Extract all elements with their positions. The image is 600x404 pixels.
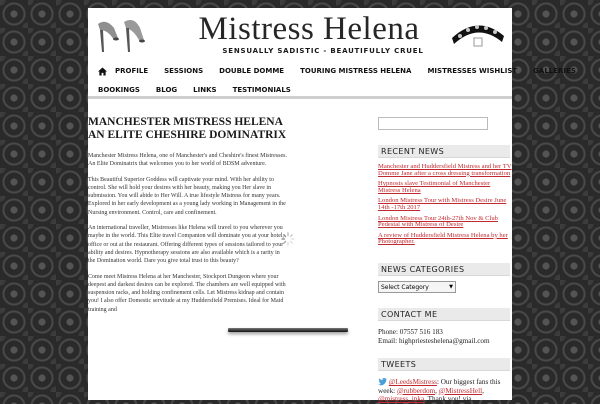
- page: [88, 8, 576, 403]
- article-paragraph: Manchester Mistress Helena, one of Manchester's and Cheshire's finest Mistresses. An Elite Dominatrix that welcomes you to her world of BDSM adventure.: [88, 153, 287, 168]
- nav-double-domme[interactable]: DOUBLE DOMME: [219, 67, 285, 75]
- contact-email[interactable]: Email: highpriesteshelena@gmail.com: [378, 337, 490, 345]
- tweet-handle[interactable]: @MistressHell: [438, 386, 483, 395]
- home-icon[interactable]: [98, 67, 107, 76]
- nav-testimonials[interactable]: TESTIMONIALS: [232, 86, 291, 94]
- nav-galleries[interactable]: GALLERIES: [533, 67, 576, 75]
- category-select[interactable]: [378, 281, 456, 293]
- nav-wishlist[interactable]: MISTRESSES WISHLIST: [427, 67, 518, 75]
- article-paragraph: This Beautiful Superior Goddess will captivate your mind. With her ability to control. She will hold your desires with her beauty, making you Her slave in submission. You will abide to Her Will. A true lifestyle Mistress for many years. Explored in her early development as a young lady working in Management in the Nursing environment. Control, care and confinement.: [88, 176, 286, 216]
- tweet-handle[interactable]: @LeedsMistress: [388, 378, 437, 386]
- spiked-collar-icon: [448, 16, 508, 50]
- recent-news-item[interactable]: Manchester and Huddersfield Mistress and her TV Domme Jane after a cross dressing transformation: [378, 163, 512, 177]
- site-title[interactable]: Mistress Helena: [198, 11, 420, 47]
- main-nav: [88, 61, 576, 97]
- category-select-value: Select Category: [381, 283, 429, 291]
- nav-touring[interactable]: TOURING MISTRESS HELENA: [300, 67, 412, 75]
- site-header: [88, 8, 512, 60]
- article-title: MANCHESTER MISTRESS HELENA AN ELITE CHESHIRE DOMINATRIX: [88, 116, 287, 141]
- loading-spinner-icon: [281, 232, 295, 246]
- article-paragraph: Come meet Mistress Helena at her Manchester, Stockport Dungeon where your deepest and darkest desires can be explored. The chambers are well equipped with suspension racks, and holding confinement cells. Let Mistress kidnap and contain you! I also offer Domestic servitude at my Huddersfield Premises. Ideal for Maid training and: [88, 273, 286, 313]
- nav-divider: [88, 96, 512, 99]
- contact-phone: Phone: 07557 516 183: [378, 328, 443, 336]
- recent-news-item[interactable]: Hypnosis slave Testimonial of Manchester Mistress Helena: [378, 180, 491, 194]
- nav-blog[interactable]: BLOG: [155, 86, 178, 94]
- tweet-handle[interactable]: @rubberdom: [396, 386, 436, 395]
- recent-news-list: [378, 164, 512, 250]
- recent-news-item[interactable]: A review of Huddersfield Mistress Helena by her Photographer.: [378, 231, 508, 246]
- search-input[interactable]: [378, 117, 488, 130]
- chevron-down-icon: ▼: [449, 284, 453, 290]
- tweet-handle[interactable]: @mistress_inka: [378, 395, 425, 403]
- main-article: [88, 116, 288, 321]
- news-categories-title: NEWS CATEGORIES: [378, 263, 510, 276]
- recent-news-title: RECENT NEWS: [378, 145, 510, 158]
- nav-links[interactable]: LINKS: [193, 86, 217, 94]
- nav-profile[interactable]: PROFILE: [115, 67, 149, 75]
- nav-row-1: [98, 63, 592, 79]
- contact-title: CONTACT ME: [378, 308, 510, 321]
- tweet-segment: ,: [482, 386, 484, 395]
- twitter-bird-icon: [378, 378, 387, 385]
- recent-news-item[interactable]: London Mistress Tour 24th-27th Nov & Club Pedestal with Mistress of Desire: [378, 214, 498, 229]
- video-player-bar[interactable]: [228, 328, 348, 332]
- site-tagline: SENSUALLY SADISTIC - BEAUTIFULLY CRUEL: [222, 47, 424, 55]
- recent-news-item[interactable]: London Mistress Tour with Mistress Desire June 14th -17th 2017: [378, 197, 507, 211]
- tweet-text: [378, 378, 512, 404]
- tweet-segment: : Our biggest fans this week:: [378, 378, 501, 395]
- high-heels-icon: [94, 14, 148, 56]
- tweet-segment: . Thank you! via: [424, 395, 472, 403]
- article-paragraph: An international traveller, Mistresses like Helena will travel to you wherever you maybe in the world. This Elite travel Companion will dominate you at your hotel, office or out at the restaurant. Offering different types of sessions tailored to your ability and desires. Hypnotherapy sessions are also available which is a rarity in the Domination world. Dare you give total trust to this beauty?: [88, 225, 285, 265]
- nav-bookings[interactable]: BOOKINGS: [98, 86, 140, 94]
- nav-sessions[interactable]: SESSIONS: [164, 67, 204, 75]
- tweet-segment: ,: [435, 386, 439, 395]
- tweets-title: TWEETS: [378, 358, 510, 371]
